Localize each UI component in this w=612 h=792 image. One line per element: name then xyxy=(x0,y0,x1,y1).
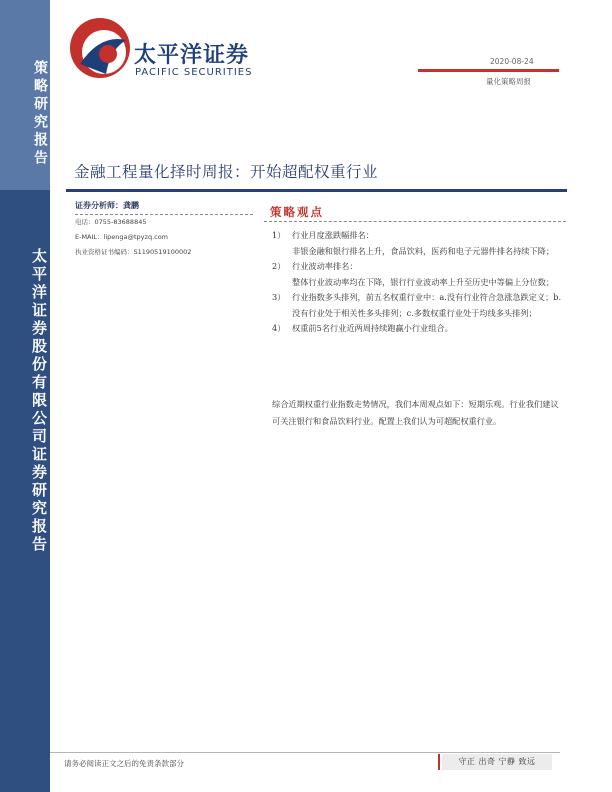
analyst-email: E-MAIL：lipenga@tpyzq.com xyxy=(75,233,169,241)
point-number: 3） xyxy=(272,292,286,302)
company-name-cn: 太平洋证券 xyxy=(134,42,250,68)
strategy-divider xyxy=(264,221,566,222)
report-title: 金融工程量化择时周报：开始超配权重行业 xyxy=(74,163,379,181)
point-heading: 行业指数多头排列，前五名权重行业中：a.没有行业符合急涨急跌定义；b.没有行业处于相关性多头排列；c.多数权重行业处于均线多头排列； xyxy=(292,292,562,318)
footer-motto: 守正 出奇 宁静 致远 xyxy=(442,754,552,770)
sidebar xyxy=(0,0,50,792)
company-name-en: PACIFIC SECURITIES xyxy=(135,67,253,78)
strategy-point xyxy=(272,321,562,337)
title-divider xyxy=(66,189,567,192)
point-number: 2） xyxy=(272,261,286,271)
footer-accent-bar xyxy=(438,754,440,770)
sidebar-report-category: 策略研究报告 xyxy=(32,60,48,168)
sidebar-company-label: 太平洋证券股份有限公司证券研究报告 xyxy=(30,248,48,554)
sidebar-top-panel xyxy=(0,0,50,190)
footer-disclaimer: 请务必阅读正文之后的免责条款部分 xyxy=(64,759,184,768)
point-number: 4） xyxy=(272,323,286,333)
strategy-points xyxy=(272,228,562,337)
point-detail: 整体行业波动率均在下降，银行行业波动率上升至历史中等偏上分位数； xyxy=(292,276,555,287)
point-detail: 非银金融和银行排名上升，食品饮料，医药和电子元器件排名持续下降； xyxy=(292,245,555,256)
report-type: 量化策略周报 xyxy=(486,77,531,86)
analyst-divider xyxy=(75,214,253,215)
analyst-phone: 电话：0755-83688845 xyxy=(75,218,147,226)
report-date: 2020-08-24 xyxy=(490,57,534,66)
point-heading: 行业月度涨跌幅排名： xyxy=(292,230,374,240)
footer-divider xyxy=(50,752,560,753)
header-divider xyxy=(418,69,559,72)
strategy-heading: 策略观点 xyxy=(270,205,324,219)
analyst-info xyxy=(75,200,255,263)
analyst-license: 执业资格证书编码：S1190519100002 xyxy=(75,248,192,256)
point-heading: 权重前5名行业近两周持续跑赢小行业组合。 xyxy=(292,323,453,333)
strategy-summary: 综合近期权重行业指数走势情况，我们本周观点如下：短期乐观。行业我们建议可关注银行和食品饮料行业。配置上我们认为可超配权重行业。 xyxy=(272,399,559,426)
analyst-heading: 证券分析师：龚鹏 xyxy=(75,201,139,210)
strategy-point xyxy=(272,259,562,290)
point-heading: 行业波动率排名： xyxy=(292,261,358,271)
strategy-point xyxy=(272,290,562,321)
point-number: 1） xyxy=(272,230,286,240)
strategy-point xyxy=(272,228,562,259)
